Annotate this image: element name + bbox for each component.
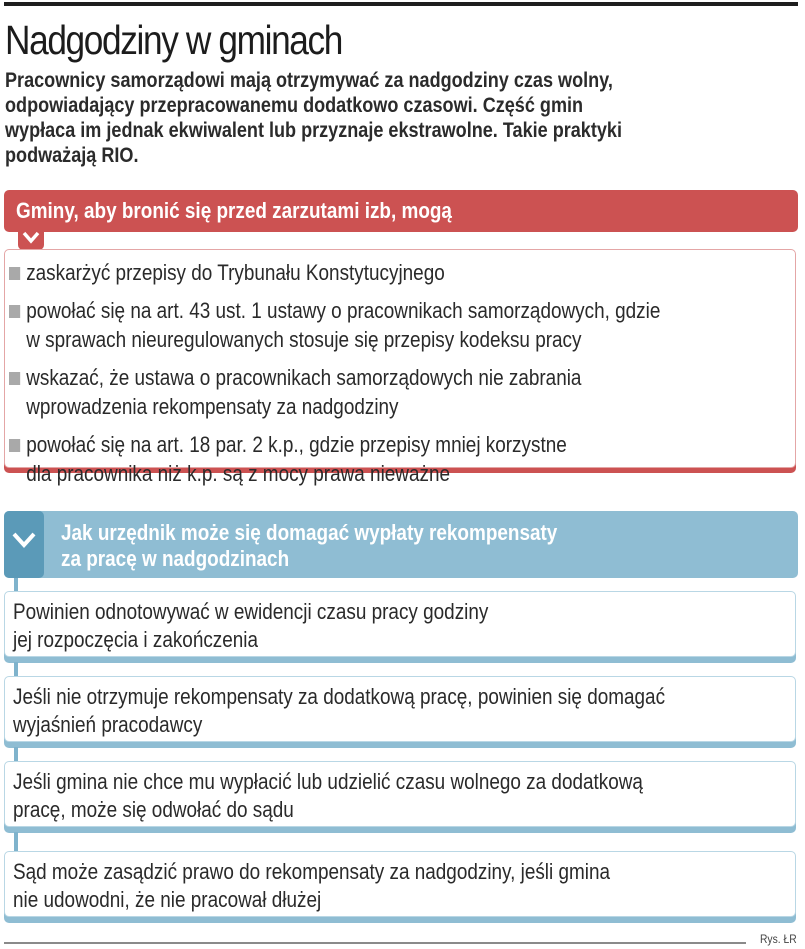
list-item xyxy=(9,296,783,354)
list-item-line: w sprawach nieuregulowanych stosuje się przepisy kodeksu pracy xyxy=(26,327,582,352)
step-line: Sąd może zasądzić prawo do rekompensaty za nadgodziny, jeśli gmina xyxy=(13,859,611,884)
step-text xyxy=(13,598,805,654)
page-title: Nadgodziny w gminach xyxy=(5,17,343,63)
red-section-heading: Gminy, aby bronić się przed zarzutami izb, mogą xyxy=(16,198,452,223)
list-item xyxy=(9,430,783,488)
heading-line: za pracę w nadgodzinach xyxy=(61,546,290,571)
chevron-down-icon xyxy=(21,229,41,245)
blue-section-heading xyxy=(61,520,557,572)
step-line: Jeśli nie otrzymuje rekompensaty za dodatkową pracę, powinien się domagać xyxy=(13,684,666,709)
list-item-line: dla pracownika niż k.p. są z mocy prawa nieważne xyxy=(26,461,451,486)
red-section-box xyxy=(4,249,796,486)
lead-line: odpowiadający przepracowanemu dodatkowo czasowi. Część gmin xyxy=(5,94,584,117)
red-section-tab xyxy=(18,226,44,250)
square-bullet-icon xyxy=(9,305,20,318)
step-line: Powinien odnotowywać w ewidencji czasu pracy godziny xyxy=(13,599,489,624)
step-box xyxy=(4,676,796,742)
step-box xyxy=(4,761,796,827)
red-list xyxy=(9,258,783,497)
list-item-line: powołać się na art. 18 par. 2 k.p., gdzie przepisy mniej korzystne xyxy=(26,432,567,457)
red-section-header xyxy=(4,190,798,232)
step-text xyxy=(13,858,805,914)
bottom-rule xyxy=(4,942,746,944)
list-item-line: wskazać, że ustawa o pracownikach samorządowych nie zabrania xyxy=(26,365,582,390)
square-bullet-icon xyxy=(9,439,20,452)
connector-line xyxy=(14,832,18,852)
step-line: jej rozpoczęcia i zakończenia xyxy=(13,627,259,652)
image-credit: Rys. ŁR xyxy=(760,932,797,946)
lead-line: podważają RIO. xyxy=(5,144,139,167)
list-item xyxy=(9,258,783,287)
step-box xyxy=(4,851,796,917)
lead-line: wypłaca im jednak ekwiwalent lub przyznaje ekstrawolne. Takie praktyki xyxy=(5,119,622,142)
step-text xyxy=(13,683,805,739)
lead-line: Pracownicy samorządowi mają otrzymywać za nadgodziny czas wolny, xyxy=(5,69,613,92)
blue-section-tab xyxy=(4,511,44,578)
list-item xyxy=(9,363,783,421)
blue-section-header xyxy=(4,511,798,578)
step-line: nie udowodni, że nie pracował dłużej xyxy=(13,887,322,912)
list-item-line: zaskarżyć przepisy do Trybunału Konstytucyjnego xyxy=(26,260,445,285)
step-line: pracę, może się odwołać do sądu xyxy=(13,797,294,822)
heading-line: Jak urzędnik może się domagać wypłaty rekompensaty xyxy=(61,520,558,545)
square-bullet-icon xyxy=(9,372,20,385)
list-item-line: wprowadzenia rekompensaty za nadgodziny xyxy=(26,394,399,419)
chevron-down-icon xyxy=(11,529,37,551)
connector-line xyxy=(14,578,18,592)
square-bullet-icon xyxy=(9,267,20,280)
top-rule xyxy=(4,2,798,6)
list-item-line: powołać się na art. 43 ust. 1 ustawy o pracownikach samorządowych, gdzie xyxy=(26,298,661,323)
step-box xyxy=(4,591,796,657)
lead-paragraph xyxy=(5,68,779,168)
step-text xyxy=(13,768,805,824)
step-line: Jeśli gmina nie chce mu wypłacić lub udzielić czasu wolnego za dodatkową xyxy=(13,769,643,794)
step-line: wyjaśnień pracodawcy xyxy=(13,712,203,737)
